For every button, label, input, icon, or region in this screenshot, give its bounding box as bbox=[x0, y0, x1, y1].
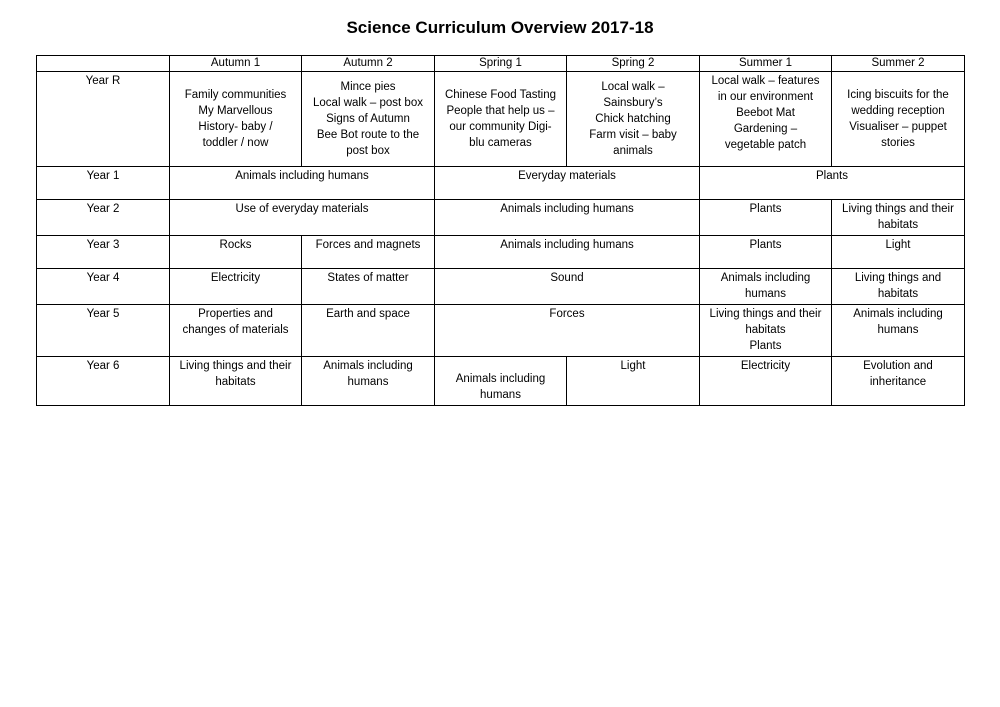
cell-line: Earth and space bbox=[326, 308, 410, 320]
table-row bbox=[37, 269, 965, 305]
table-cell bbox=[302, 305, 435, 357]
cell-line: in our environment bbox=[717, 91, 814, 103]
page-title: Science Curriculum Overview 2017-18 bbox=[346, 18, 654, 37]
cell-line: Animals including bbox=[720, 272, 811, 284]
year-label: Year 6 bbox=[37, 357, 170, 406]
cell-line: Rocks bbox=[219, 239, 252, 251]
cell-line: Signs of Autumn bbox=[326, 112, 410, 125]
table-cell bbox=[832, 357, 965, 406]
cell-line: Electricity bbox=[740, 360, 791, 372]
cell-line: Animals including humans bbox=[500, 239, 634, 251]
cell-line: Animals including humans bbox=[500, 203, 634, 215]
cell-line: humans bbox=[480, 389, 521, 401]
year-label: Year 2 bbox=[37, 200, 170, 236]
year-label: Year 3 bbox=[37, 236, 170, 269]
cell-line: habitats bbox=[877, 288, 919, 300]
table-cell bbox=[832, 72, 965, 167]
table-cell bbox=[700, 269, 832, 305]
table-cell bbox=[700, 236, 832, 269]
table-cell bbox=[170, 305, 302, 357]
table-cell bbox=[170, 236, 302, 269]
table-cell bbox=[435, 72, 567, 167]
cell-line: Family communities bbox=[184, 88, 287, 101]
cell-line: humans bbox=[745, 288, 786, 300]
cell-line: Animals including bbox=[323, 360, 413, 372]
cell-line: Chick hatching bbox=[595, 112, 671, 125]
header-summer-2: Summer 2 bbox=[832, 56, 965, 72]
year-label: Year 4 bbox=[37, 269, 170, 305]
cell-line: habitats bbox=[877, 219, 919, 231]
cell-line: changes of materials bbox=[182, 324, 289, 336]
header-row bbox=[37, 56, 965, 72]
table-cell bbox=[435, 305, 700, 357]
year-label: Year R bbox=[37, 72, 170, 167]
cell-line: Animals including bbox=[853, 308, 943, 320]
cell-line: Living things and their bbox=[842, 203, 954, 215]
header-summer-1: Summer 1 bbox=[700, 56, 832, 72]
cell-line: humans bbox=[347, 376, 389, 388]
cell-line: humans bbox=[877, 324, 919, 336]
table-cell bbox=[700, 357, 832, 406]
cell-line: Forces and magnets bbox=[315, 239, 421, 251]
header-spring-1: Spring 1 bbox=[435, 56, 567, 72]
table-cell bbox=[170, 357, 302, 406]
cell-line: habitats bbox=[215, 376, 256, 388]
year-label: Year 5 bbox=[37, 305, 170, 357]
table-cell bbox=[435, 357, 567, 406]
cell-line: Sound bbox=[550, 272, 584, 284]
cell-line: Beebot Mat bbox=[736, 107, 795, 119]
cell-line: History- baby / bbox=[198, 120, 273, 133]
cell-line: Properties and bbox=[198, 308, 273, 320]
cell-line: toddler / now bbox=[202, 136, 269, 149]
cell-line: Plants bbox=[749, 203, 782, 215]
cell-line: inheritance bbox=[869, 376, 927, 388]
header-autumn-1: Autumn 1 bbox=[170, 56, 302, 72]
table-cell bbox=[832, 305, 965, 357]
table-cell bbox=[170, 200, 435, 236]
table-cell bbox=[832, 236, 965, 269]
header-autumn-2: Autumn 2 bbox=[302, 56, 435, 72]
table-cell bbox=[700, 167, 965, 200]
table-cell bbox=[170, 72, 302, 167]
table-row bbox=[37, 167, 965, 200]
table-cell bbox=[567, 72, 700, 167]
cell-line: Local walk – features bbox=[711, 75, 820, 87]
cell-line: post box bbox=[346, 144, 390, 157]
cell-line: wedding reception bbox=[851, 104, 945, 117]
cell-line: Plants bbox=[749, 340, 782, 352]
cell-line: Plants bbox=[816, 170, 848, 182]
cell-line: Local walk – bbox=[601, 80, 665, 93]
table-cell bbox=[435, 236, 700, 269]
cell-line: Visualiser – puppet bbox=[849, 120, 947, 133]
cell-line: Animals including humans bbox=[235, 170, 369, 182]
table-cell bbox=[567, 357, 700, 406]
cell-line: Mince pies bbox=[340, 80, 396, 93]
cell-line: Bee Bot route to the bbox=[316, 128, 420, 141]
table-row bbox=[37, 236, 965, 269]
cell-line: Evolution and bbox=[863, 360, 933, 372]
cell-line: People that help us – bbox=[446, 104, 555, 117]
cell-line: Local walk – post box bbox=[313, 96, 423, 109]
cell-line: Use of everyday materials bbox=[235, 203, 369, 215]
table-cell bbox=[700, 305, 832, 357]
cell-line: Gardening – bbox=[733, 123, 798, 135]
curriculum-table bbox=[36, 55, 965, 406]
cell-line: Animals including bbox=[455, 373, 546, 385]
cell-line: Living things and their bbox=[179, 360, 292, 372]
table-cell bbox=[170, 269, 302, 305]
cell-line: Light bbox=[885, 239, 911, 251]
cell-line: our community Digi- bbox=[449, 120, 552, 133]
table-row bbox=[37, 357, 965, 406]
cell-line: vegetable patch bbox=[724, 139, 807, 151]
cell-line: stories bbox=[881, 136, 915, 149]
cell-line: Chinese Food Tasting bbox=[444, 88, 557, 101]
cell-line: States of matter bbox=[327, 272, 409, 284]
cell-line: Sainsbury’s bbox=[603, 96, 663, 109]
table-cell bbox=[302, 72, 435, 167]
table-cell bbox=[700, 200, 832, 236]
cell-line: habitats bbox=[745, 324, 786, 336]
table-cell bbox=[302, 269, 435, 305]
cell-line: animals bbox=[613, 144, 653, 157]
table-cell bbox=[435, 200, 700, 236]
table-cell bbox=[435, 167, 700, 200]
cell-line: Everyday materials bbox=[518, 170, 616, 182]
cell-line: Farm visit – baby bbox=[589, 128, 677, 141]
cell-line: Electricity bbox=[210, 272, 261, 284]
table-cell bbox=[170, 167, 435, 200]
cell-line: Plants bbox=[749, 239, 782, 251]
cell-line: blu cameras bbox=[469, 136, 532, 149]
year-label: Year 1 bbox=[37, 167, 170, 200]
table-row bbox=[37, 72, 965, 167]
table-cell bbox=[700, 72, 832, 167]
table-cell bbox=[832, 269, 965, 305]
cell-line: Living things and their bbox=[709, 308, 822, 320]
header-spring-2: Spring 2 bbox=[567, 56, 700, 72]
cell-line: Icing biscuits for the bbox=[847, 88, 949, 101]
table-cell bbox=[435, 269, 700, 305]
cell-line: Forces bbox=[549, 308, 585, 320]
table-row bbox=[37, 200, 965, 236]
cell-line: My Marvellous bbox=[198, 104, 273, 117]
header-corner bbox=[37, 56, 170, 72]
table-cell bbox=[302, 357, 435, 406]
table-cell bbox=[832, 200, 965, 236]
table-row bbox=[37, 305, 965, 357]
cell-line: Light bbox=[620, 360, 646, 372]
cell-line: Living things and bbox=[854, 272, 942, 284]
table-cell bbox=[302, 236, 435, 269]
